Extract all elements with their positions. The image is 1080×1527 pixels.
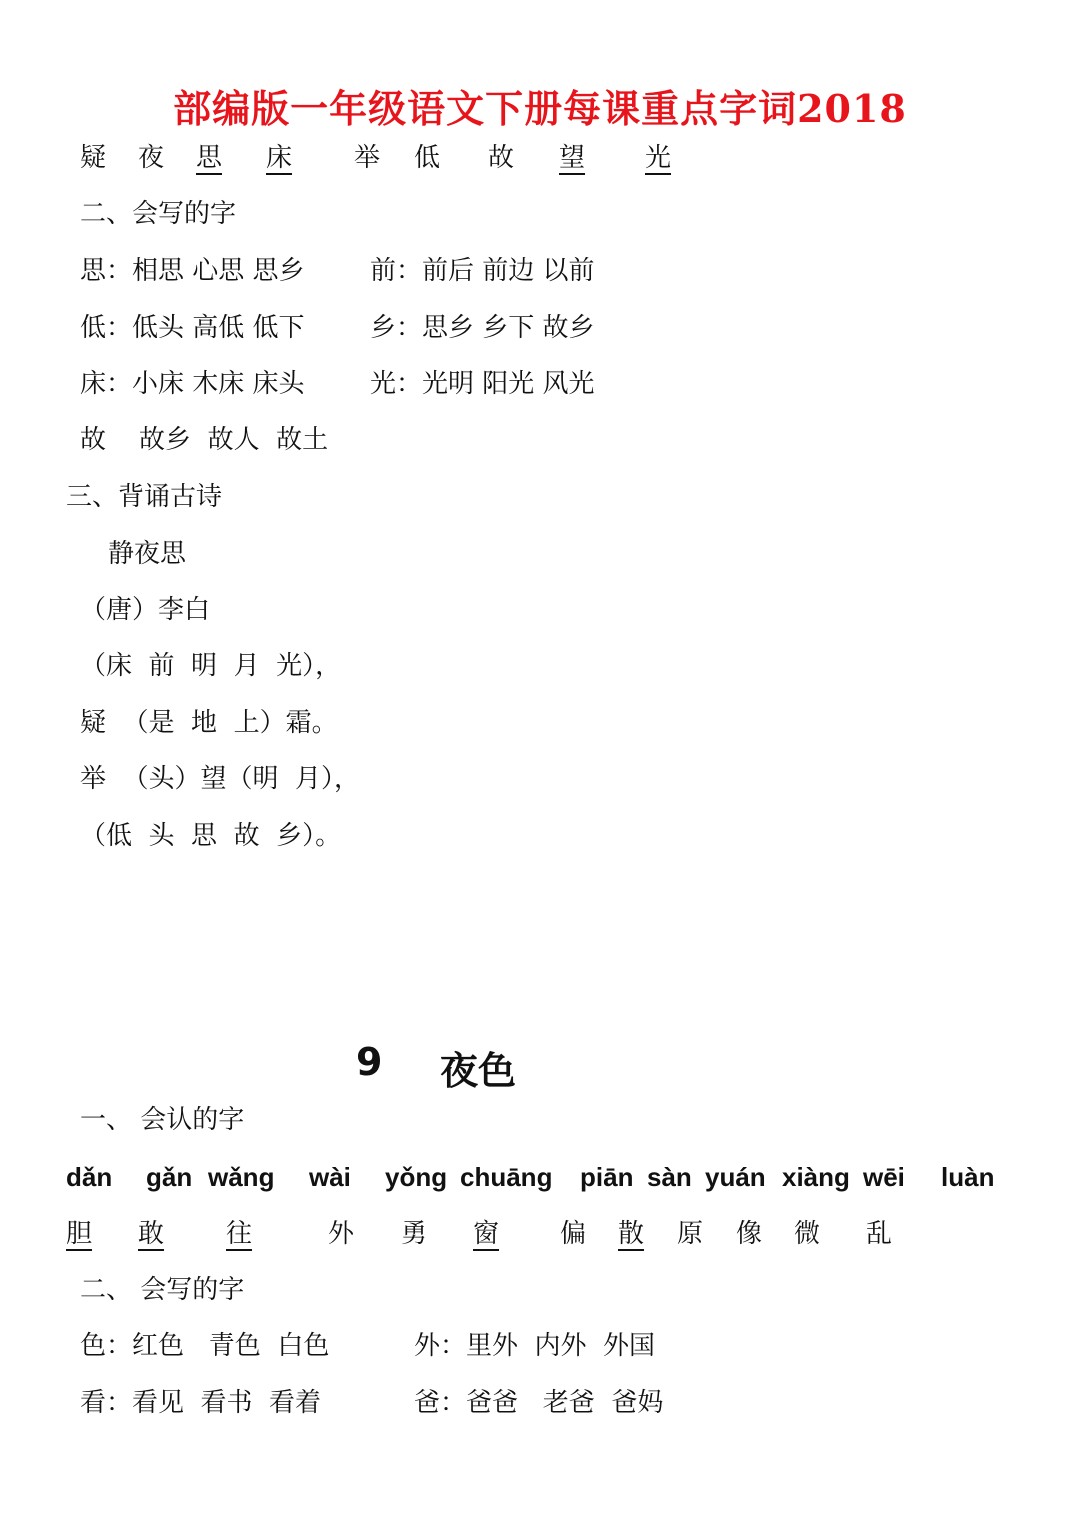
pinyin: piān xyxy=(580,1162,634,1192)
recognize-char-underlined: 床 xyxy=(266,143,293,173)
recognize-char-underlined: 敢 xyxy=(138,1219,165,1249)
write-row-right: 爸：爸爸 老爸 爸妈 xyxy=(414,1388,664,1418)
pinyin: wēi xyxy=(863,1162,905,1192)
pinyin: dǎn xyxy=(66,1162,113,1192)
write-row-left: 思：相思 心思 思乡 xyxy=(80,256,305,286)
recognize-char: 像 xyxy=(736,1219,763,1249)
recognize-char: 举 xyxy=(354,143,381,173)
recognize-char: 原 xyxy=(677,1219,704,1249)
section-heading-write: 二、 会写的字 xyxy=(80,1275,245,1305)
recognize-char-underlined: 胆 xyxy=(66,1219,93,1249)
poem-line: 举 （头）望（明 月）， xyxy=(80,764,361,794)
lesson-number: 9 xyxy=(356,1040,383,1084)
write-row-right: 乡：思乡 乡下 故乡 xyxy=(370,313,595,343)
section-heading-recite: 三、背诵古诗 xyxy=(66,482,223,512)
pinyin: sàn xyxy=(647,1162,692,1192)
recognize-char: 乱 xyxy=(866,1219,893,1249)
poem-author: （唐）李白 xyxy=(80,595,211,625)
recognize-char-underlined: 窗 xyxy=(473,1219,500,1249)
recognize-char-underlined: 散 xyxy=(618,1219,645,1249)
recognize-char: 低 xyxy=(414,143,441,173)
recognize-char: 故 xyxy=(488,143,515,173)
poem-line: （低 头 思 故 乡）。 xyxy=(80,821,342,851)
section-heading-write: 二、会写的字 xyxy=(80,199,237,229)
recognize-char-underlined: 往 xyxy=(226,1219,253,1249)
recognize-char: 微 xyxy=(794,1219,821,1249)
pinyin: chuāng xyxy=(460,1162,553,1192)
poem-title: 静夜思 xyxy=(108,539,187,569)
write-row-left: 低：低头 高低 低下 xyxy=(80,313,305,343)
write-row-right: 外：里外 内外 外国 xyxy=(414,1331,656,1361)
lesson-title: 夜色 xyxy=(440,1049,517,1093)
recognize-char: 夜 xyxy=(138,143,165,173)
recognize-char-underlined: 思 xyxy=(196,143,223,173)
recognize-char: 偏 xyxy=(560,1219,587,1249)
write-row-right: 光：光明 阳光 风光 xyxy=(370,369,595,399)
write-row-left: 故 故乡 故人 故土 xyxy=(80,425,329,455)
pinyin: wǎng xyxy=(208,1162,275,1192)
write-row-left: 色：红色 青色 白色 xyxy=(80,1331,330,1361)
write-row-right: 前：前后 前边 以前 xyxy=(370,256,595,286)
recognize-char: 外 xyxy=(328,1219,355,1249)
pinyin: xiàng xyxy=(782,1162,850,1192)
recognize-char: 疑 xyxy=(80,143,107,173)
pinyin: gǎn xyxy=(146,1162,193,1192)
section-heading-recognize: 一、 会认的字 xyxy=(80,1105,245,1135)
pinyin: yǒng xyxy=(385,1162,448,1192)
recognize-char-underlined: 光 xyxy=(645,143,672,173)
write-row-left: 看：看见 看书 看着 xyxy=(80,1388,322,1418)
recognize-char-underlined: 望 xyxy=(559,143,586,173)
pinyin: wài xyxy=(309,1162,351,1192)
pinyin: yuán xyxy=(705,1162,766,1192)
recognize-char: 勇 xyxy=(401,1219,428,1249)
document-title: 部编版一年级语文下册每课重点字词2018 xyxy=(173,86,907,131)
poem-line: 疑 （是 地 上）霜。 xyxy=(80,708,338,738)
poem-line: （床 前 明 月 光）， xyxy=(80,651,342,681)
write-row-left: 床：小床 木床 床头 xyxy=(80,369,305,399)
pinyin: luàn xyxy=(941,1162,995,1192)
